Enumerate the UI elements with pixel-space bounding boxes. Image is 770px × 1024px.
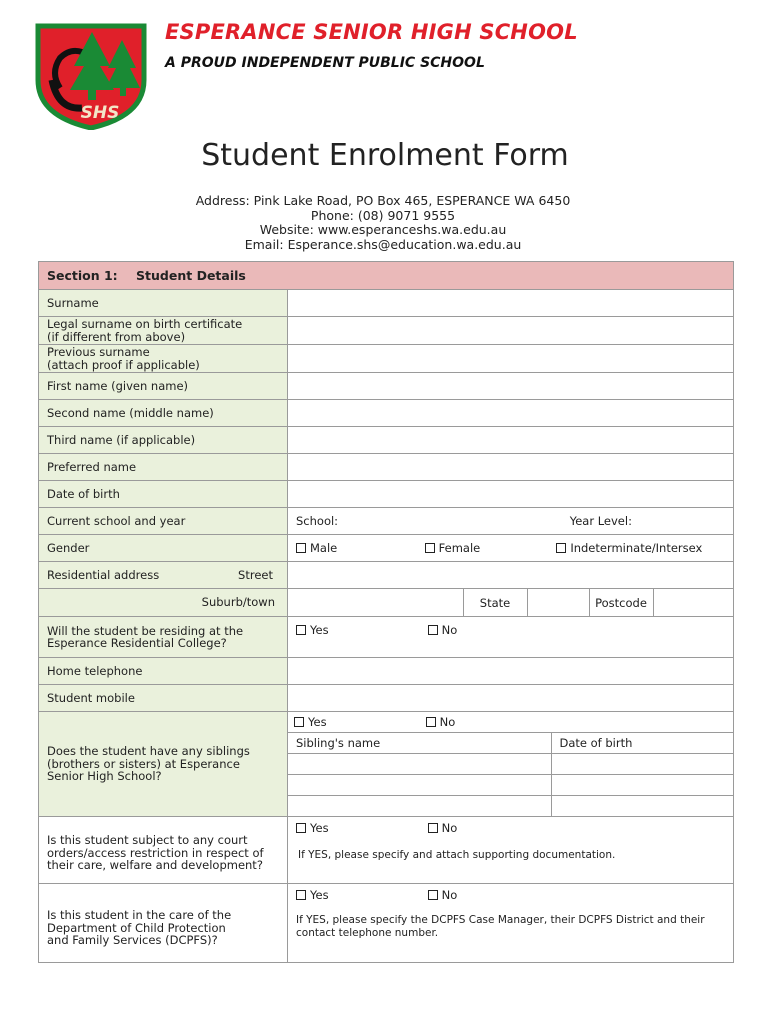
sibling-dob-header: Date of birth	[551, 733, 733, 754]
logo-text: SHS	[80, 103, 120, 123]
dcpfs-yes-checkbox[interactable]	[296, 890, 306, 900]
siblings-options	[288, 712, 733, 733]
siblings-block	[288, 712, 734, 817]
legal-surname-input[interactable]	[288, 317, 734, 345]
dcpfs-text-2: Department of Child Protection	[47, 920, 226, 935]
suburb-input[interactable]	[288, 589, 463, 616]
student-mobile-label: Student mobile	[39, 685, 288, 712]
court-no-label: No	[441, 821, 458, 835]
third-name-label: Third name (if applicable)	[39, 427, 288, 454]
dcpfs-yes-label: Yes	[310, 888, 329, 902]
siblings-yes-label: Yes	[308, 715, 327, 729]
court-no-checkbox[interactable]	[428, 823, 438, 833]
previous-surname-text: Previous surname	[47, 345, 150, 359]
previous-surname-note: (attach proof if applicable)	[47, 357, 200, 372]
sibling-name-input[interactable]	[288, 754, 551, 775]
legal-surname-note: (if different from above)	[47, 329, 186, 344]
home-telephone-input[interactable]	[288, 658, 734, 685]
siblings-no-option[interactable]	[426, 712, 456, 732]
first-name-input[interactable]	[288, 373, 734, 400]
court-yes-option[interactable]	[296, 821, 424, 835]
residential-college-label	[39, 617, 288, 658]
gender-options	[288, 535, 734, 562]
postcode-label: Postcode	[589, 589, 653, 616]
siblings-yes-checkbox[interactable]	[294, 717, 304, 727]
email-line: Email: Esperance.shs@education.wa.edu.au	[244, 236, 522, 252]
college-yes-checkbox[interactable]	[296, 625, 306, 635]
court-text-3: their care, welfare and development?	[47, 858, 263, 873]
street-label: Street	[238, 567, 273, 582]
dcpfs-text-1: Is this student in the care of the	[47, 908, 232, 923]
court-orders-options	[288, 817, 734, 884]
gender-male-option[interactable]	[296, 541, 421, 555]
siblings-no-checkbox[interactable]	[426, 717, 436, 727]
third-name-input[interactable]	[288, 427, 734, 454]
residential-college-options	[288, 617, 734, 658]
court-no-option[interactable]	[428, 821, 458, 835]
street-input[interactable]	[288, 562, 734, 589]
siblings-yes-option[interactable]	[294, 712, 422, 732]
school-tagline: A PROUD INDEPENDENT PUBLIC SCHOOL	[165, 55, 485, 71]
school-name: ESPERANCE SENIOR HIGH SCHOOL	[165, 20, 578, 44]
section-number: Section 1:	[47, 268, 118, 283]
school-logo	[30, 18, 152, 130]
sibling-dob-input[interactable]	[551, 796, 733, 817]
first-name-label: First name (given name)	[39, 373, 288, 400]
gender-other-checkbox[interactable]	[556, 543, 566, 553]
dcpfs-no-label: No	[441, 888, 458, 902]
gender-male-checkbox[interactable]	[296, 543, 306, 553]
current-school-input[interactable]	[288, 508, 734, 535]
postcode-input[interactable]	[653, 589, 733, 616]
student-mobile-input[interactable]	[288, 685, 734, 712]
siblings-text-1: Does the student have any siblings	[47, 744, 250, 759]
college-no-checkbox[interactable]	[428, 625, 438, 635]
student-details-table	[38, 261, 734, 963]
sibling-name-header: Sibling's name	[288, 733, 551, 754]
school-field-label: School:	[296, 514, 339, 528]
previous-surname-input[interactable]	[288, 345, 734, 373]
suburb-row	[288, 589, 734, 617]
dcpfs-options	[288, 884, 734, 963]
preferred-name-input[interactable]	[288, 454, 734, 481]
year-level-label: Year Level:	[569, 514, 632, 528]
gender-female-option[interactable]	[425, 541, 553, 555]
dcpfs-note	[296, 914, 733, 939]
dcpfs-note-2: contact telephone number.	[296, 926, 439, 939]
court-note: If YES, please specify and attach supporting documentation.	[298, 849, 616, 861]
dcpfs-note-1: If YES, please specify the DCPFS Case Manager, their DCPFS District and their	[296, 914, 705, 926]
college-no-label: No	[441, 623, 458, 637]
gender-male-label: Male	[310, 541, 338, 555]
siblings-label	[39, 712, 288, 817]
suburb-label: Suburb/town	[39, 589, 288, 617]
second-name-label: Second name (middle name)	[39, 400, 288, 427]
siblings-table	[288, 733, 733, 816]
dcpfs-text-3: and Family Services (DCPFS)?	[47, 933, 218, 948]
dob-input[interactable]	[288, 481, 734, 508]
surname-label: Surname	[39, 290, 288, 317]
sibling-dob-input[interactable]	[551, 775, 733, 796]
court-orders-label	[39, 817, 288, 884]
sibling-dob-input[interactable]	[551, 754, 733, 775]
dcpfs-label	[39, 884, 288, 963]
court-yes-checkbox[interactable]	[296, 823, 306, 833]
siblings-text-3: Senior High School?	[47, 769, 162, 784]
section-title: Student Details	[136, 268, 246, 283]
dcpfs-no-option[interactable]	[428, 888, 458, 902]
gender-female-checkbox[interactable]	[425, 543, 435, 553]
address-line: Address: Pink Lake Road, PO Box 465, ESPERANCE WA 6450	[195, 193, 571, 208]
siblings-text-2: (brothers or sisters) at Esperance	[47, 756, 240, 771]
surname-input[interactable]	[288, 290, 734, 317]
legal-surname-label	[39, 317, 288, 345]
sibling-name-input[interactable]	[288, 775, 551, 796]
state-input[interactable]	[527, 589, 589, 616]
gender-other-label: Indeterminate/Intersex	[570, 541, 703, 555]
siblings-no-label: No	[439, 715, 456, 729]
dob-label: Date of birth	[39, 481, 288, 508]
legal-surname-text: Legal surname on birth certificate	[47, 317, 243, 331]
previous-surname-label	[39, 345, 288, 373]
college-no-option[interactable]	[428, 623, 458, 637]
gender-female-label: Female	[438, 541, 481, 555]
phone-line: Phone: (08) 9071 9555	[310, 207, 456, 223]
residential-college-text-1: Will the student be residing at the	[47, 623, 244, 638]
preferred-name-label: Preferred name	[39, 454, 288, 481]
dcpfs-no-checkbox[interactable]	[428, 890, 438, 900]
dcpfs-yes-option[interactable]	[296, 888, 424, 902]
website-line: Website: www.esperanceshs.wa.edu.au	[259, 222, 507, 237]
court-yes-label: Yes	[310, 821, 329, 835]
sibling-name-input[interactable]	[288, 796, 551, 817]
second-name-input[interactable]	[288, 400, 734, 427]
home-telephone-label: Home telephone	[39, 658, 288, 685]
contact-block	[0, 194, 766, 252]
page-title: Student Enrolment Form	[201, 138, 569, 173]
gender-other-option[interactable]	[556, 541, 702, 555]
gender-label: Gender	[39, 535, 288, 562]
court-text-2: orders/access restriction in respect of	[47, 845, 264, 860]
residential-address-text: Residential address	[47, 567, 160, 582]
state-label: State	[463, 589, 527, 616]
court-text-1: Is this student subject to any court	[47, 833, 248, 848]
section-header	[39, 262, 734, 290]
residential-college-text-2: Esperance Residential College?	[47, 636, 227, 650]
college-yes-label: Yes	[310, 623, 329, 637]
residential-address-label	[39, 562, 288, 589]
college-yes-option[interactable]	[296, 623, 424, 637]
current-school-label: Current school and year	[39, 508, 288, 535]
